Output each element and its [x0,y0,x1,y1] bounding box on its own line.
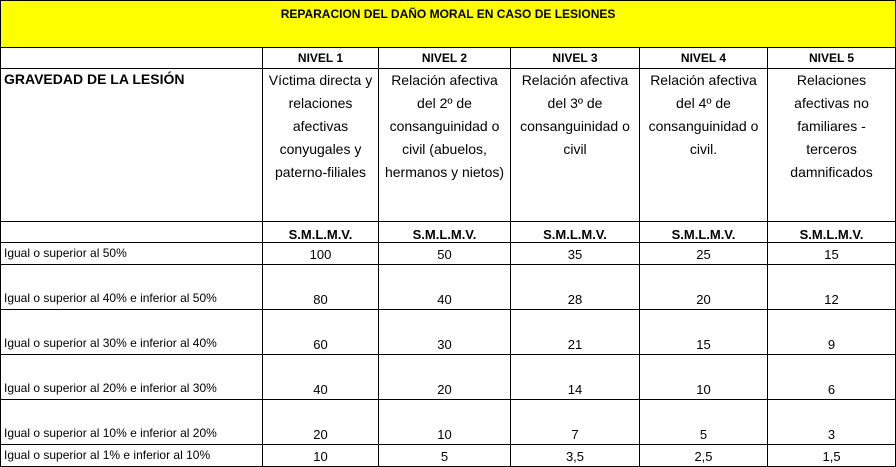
row-label: Igual o superior al 20% e inferior al 30% [1,355,263,400]
gravedad-label: GRAVEDAD DE LA LESIÓN [1,69,263,222]
value-cell: 9 [768,310,896,355]
value-cell: 3,5 [511,445,640,467]
value-cell: 35 [511,243,640,265]
empty-corner-cell [1,48,263,69]
table-row [1,243,896,265]
row-label: Igual o superior al 10% e inferior al 20% [1,400,263,445]
value-cell: 60 [263,310,379,355]
value-cell: 40 [263,355,379,400]
value-cell: 20 [379,355,511,400]
value-cell: 100 [263,243,379,265]
table-row [1,355,896,400]
value-cell: 3 [768,400,896,445]
value-cell: 15 [768,243,896,265]
value-cell: 5 [640,400,768,445]
value-cell: 28 [511,265,640,310]
value-cell: 21 [511,310,640,355]
value-cell: 80 [263,265,379,310]
table-row [1,400,896,445]
row-label: Igual o superior al 50% [1,243,263,265]
level-5-header: NIVEL 5 [768,48,896,69]
unit-header-4: S.M.L.M.V. [640,222,768,243]
value-cell: 50 [379,243,511,265]
value-cell: 10 [263,445,379,467]
value-cell: 20 [263,400,379,445]
row-label: Igual o superior al 30% e inferior al 40% [1,310,263,355]
level-2-header: NIVEL 2 [379,48,511,69]
level-3-header: NIVEL 3 [511,48,640,69]
level-4-header: NIVEL 4 [640,48,768,69]
value-cell: 7 [511,400,640,445]
empty-unit-label-cell [1,222,263,243]
level-4-description: Relación afectiva del 4º de consanguinidad o civil. [640,69,768,222]
level-5-description: Relaciones afectivas no familiares - terceros damnificados [768,69,896,222]
value-cell: 30 [379,310,511,355]
value-cell: 2,5 [640,445,768,467]
table-row [1,265,896,310]
value-cell: 6 [768,355,896,400]
level-1-header: NIVEL 1 [263,48,379,69]
level-3-description: Relación afectiva del 3º de consanguinidad o civil [511,69,640,222]
unit-header-2: S.M.L.M.V. [379,222,511,243]
table-row [1,445,896,467]
row-label: Igual o superior al 40% e inferior al 50% [1,265,263,310]
row-label: Igual o superior al 1% e inferior al 10% [1,445,263,467]
value-cell: 15 [640,310,768,355]
table-title: REPARACION DEL DAÑO MORAL EN CASO DE LESIONES [1,1,896,48]
value-cell: 25 [640,243,768,265]
value-cell: 14 [511,355,640,400]
unit-header-1: S.M.L.M.V. [263,222,379,243]
value-cell: 40 [379,265,511,310]
value-cell: 5 [379,445,511,467]
value-cell: 20 [640,265,768,310]
unit-header-3: S.M.L.M.V. [511,222,640,243]
unit-header-5: S.M.L.M.V. [768,222,896,243]
level-1-description: Víctima directa y relaciones afectivas conyugales y paterno-filiales [263,69,379,222]
level-2-description: Relación afectiva del 2º de consanguinidad o civil (abuelos, hermanos y nietos) [379,69,511,222]
table-row [1,310,896,355]
value-cell: 12 [768,265,896,310]
value-cell: 10 [640,355,768,400]
value-cell: 10 [379,400,511,445]
value-cell: 1,5 [768,445,896,467]
